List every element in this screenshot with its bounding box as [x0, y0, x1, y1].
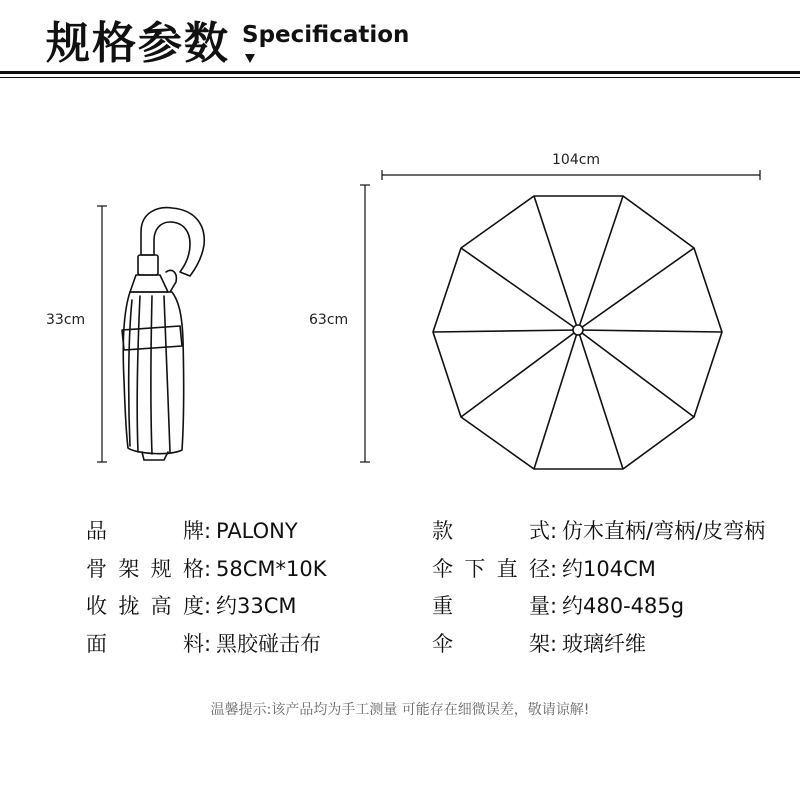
canopy-height-dimension-line: [360, 185, 370, 462]
spec-value: 黑胶碰击布: [216, 632, 321, 656]
spec-value: 约33CM: [216, 594, 297, 618]
canopy-width-label: 104cm: [552, 152, 601, 168]
spec-key: 款 式: [432, 519, 550, 543]
folded-height-dimension-line: [97, 206, 107, 462]
spec-key: 伞下直径: [432, 557, 550, 581]
spec-value: 玻璃纤维: [562, 632, 646, 656]
spec-value: 约480-485g: [562, 594, 685, 618]
spec-value: 仿木直柄/弯柄/皮弯柄: [562, 519, 766, 543]
spec-key: 收拢高度: [86, 594, 204, 618]
folded-height-label: 33cm: [46, 312, 86, 328]
page-subtitle: Specification: [242, 22, 410, 48]
spec-value: 58CM*10K: [216, 557, 327, 581]
spec-row-fabric: 面 料: 黑胶碰击布: [86, 632, 321, 656]
spec-row-style: 款 式: 仿木直柄/弯柄/皮弯柄: [432, 519, 766, 543]
open-umbrella-drawing: [433, 196, 722, 469]
spec-row-frame-size: 骨架规格: 58CM*10K: [86, 557, 327, 581]
spec-key: 品 牌: [86, 519, 204, 543]
spec-key: 伞 架: [432, 632, 550, 656]
spec-value: PALONY: [216, 519, 298, 543]
spec-row-weight: 重 量: 约480-485g: [432, 594, 685, 618]
spec-row-diameter: 伞下直径: 约104CM: [432, 557, 656, 581]
spec-key: 重 量: [432, 594, 550, 618]
spec-value: 约104CM: [562, 557, 656, 581]
canopy-width-dimension-line: [382, 170, 760, 180]
spec-key: 面 料: [86, 632, 204, 656]
footer-note: 温馨提示:该产品均为手工测量 可能存在细微误差，敬请谅解!: [210, 702, 590, 718]
spec-row-folded-height: 收拢高度: 约33CM: [86, 594, 297, 618]
page-title: 规格参数: [46, 18, 230, 69]
folded-umbrella-drawing: [122, 208, 204, 460]
canopy-height-label: 63cm: [309, 312, 349, 328]
spec-row-brand: 品 牌: PALONY: [86, 519, 298, 543]
spec-row-frame-material: 伞 架: 玻璃纤维: [432, 632, 646, 656]
spec-key: 骨架规格: [86, 557, 204, 581]
